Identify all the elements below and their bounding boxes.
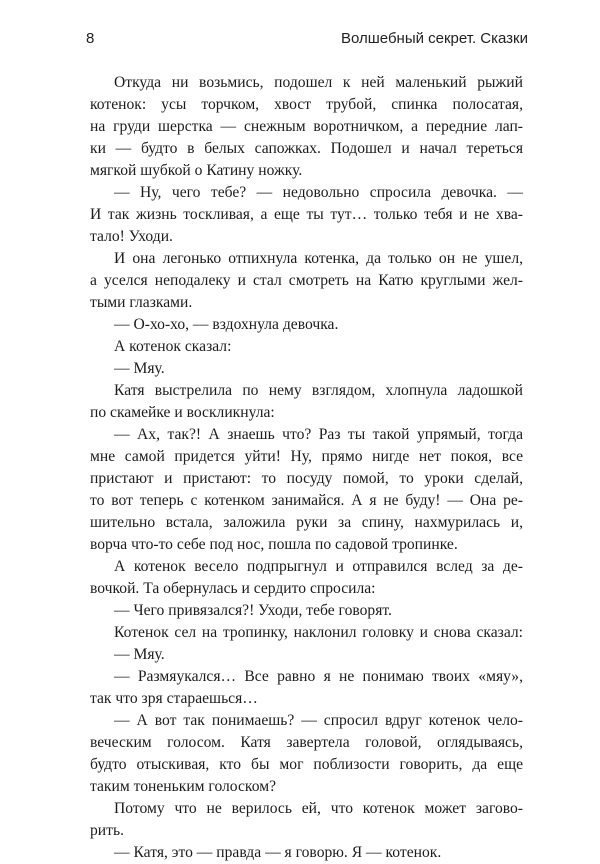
text-line: мягкой шубкой о Катину ножку. [90, 162, 303, 179]
text-line: вочкой. Та обернулась и сердито спросила: [90, 580, 376, 597]
text-line: так что зря стараешься… [90, 690, 258, 707]
text-line: веческим голосом. Катя завертела головой, оглядываясь, [90, 734, 523, 751]
text-line: рить. [90, 822, 124, 839]
text-line: — Мяу. [114, 360, 165, 377]
text-line: — О-хо-хо, — вздохнула девочка. [114, 316, 339, 333]
text-line: — Ну, чего тебе? — недовольно спросила девочка. — [114, 184, 523, 201]
text-line: Катя выстрелила по нему взглядом, хлопнула ладошкой [114, 382, 523, 399]
text-line: Потому что не верилось ей, что котенок может загово- [114, 800, 523, 817]
text-line: а уселся неподалеку и стал смотреть на Катю круглыми жел- [90, 272, 523, 289]
text-line: — Катя, это — правда — я говорю. Я — котенок. [114, 844, 442, 861]
text-line: пристают и пристают: то посуду помой, то уроки сделай, [90, 470, 523, 487]
text-line: ки — будто в белых сапожках. Подошел и начал тереться [90, 140, 523, 157]
text-line: тало! Уходи. [90, 228, 173, 245]
text-line: котенок: усы торчком, хвост трубой, спинка полосатая, [90, 96, 523, 113]
story-text [90, 72, 523, 864]
text-line: — А вот так понимаешь? — спросил вдруг котенок чело- [114, 712, 523, 729]
text-line: — Мяу. [114, 646, 165, 663]
text-line: Откуда ни возьмись, подошел к ней маленький рыжий [114, 74, 523, 91]
text-line: И она легонько отпихнула котенка, да только он не ушел, [114, 250, 523, 267]
text-line: А котенок весело подпрыгнул и отправился вслед за де- [114, 558, 523, 575]
book-title: Волшебный секрет. Сказки [340, 30, 528, 47]
text-line: А котенок сказал: [114, 338, 232, 355]
text-line: таким тоненьким голоском? [90, 778, 276, 795]
running-header [86, 30, 528, 50]
text-line: тыми глазками. [90, 294, 193, 311]
text-line: то вот теперь с котенком занимайся. А я не буду! — Она ре- [90, 492, 523, 509]
text-line: — Размяукался… Все равно я не понимаю твоих «мяу», [114, 668, 523, 685]
text-line: по скамейке и воскликнула: [90, 404, 275, 421]
text-line: мне самой придется уйти! Ну, прямо нигде нет покоя, все [90, 448, 523, 465]
text-line: на груди шерстка — снежным воротничком, а передние лап- [90, 118, 523, 135]
text-line: Котенок сел на тропинку, наклонил головку и снова сказал: [114, 624, 523, 641]
text-line: будто отыскивая, кто бы мог поблизости говорить, да еще [90, 756, 523, 773]
text-line: ворча что-то себе под нос, пошла по садовой тропинке. [90, 536, 458, 553]
text-line: — Ах, так?! А знаешь что? Раз ты такой упрямый, тогда [114, 426, 523, 443]
text-line: — Чего привязался?! Уходи, тебе говорят. [114, 602, 392, 619]
text-line: И так жизнь тоскливая, а еще ты тут… только тебя и не хва- [90, 206, 523, 223]
page-number: 8 [86, 30, 95, 47]
text-line: шительно встала, заложила руки за спину, нахмурилась и, [90, 514, 523, 531]
